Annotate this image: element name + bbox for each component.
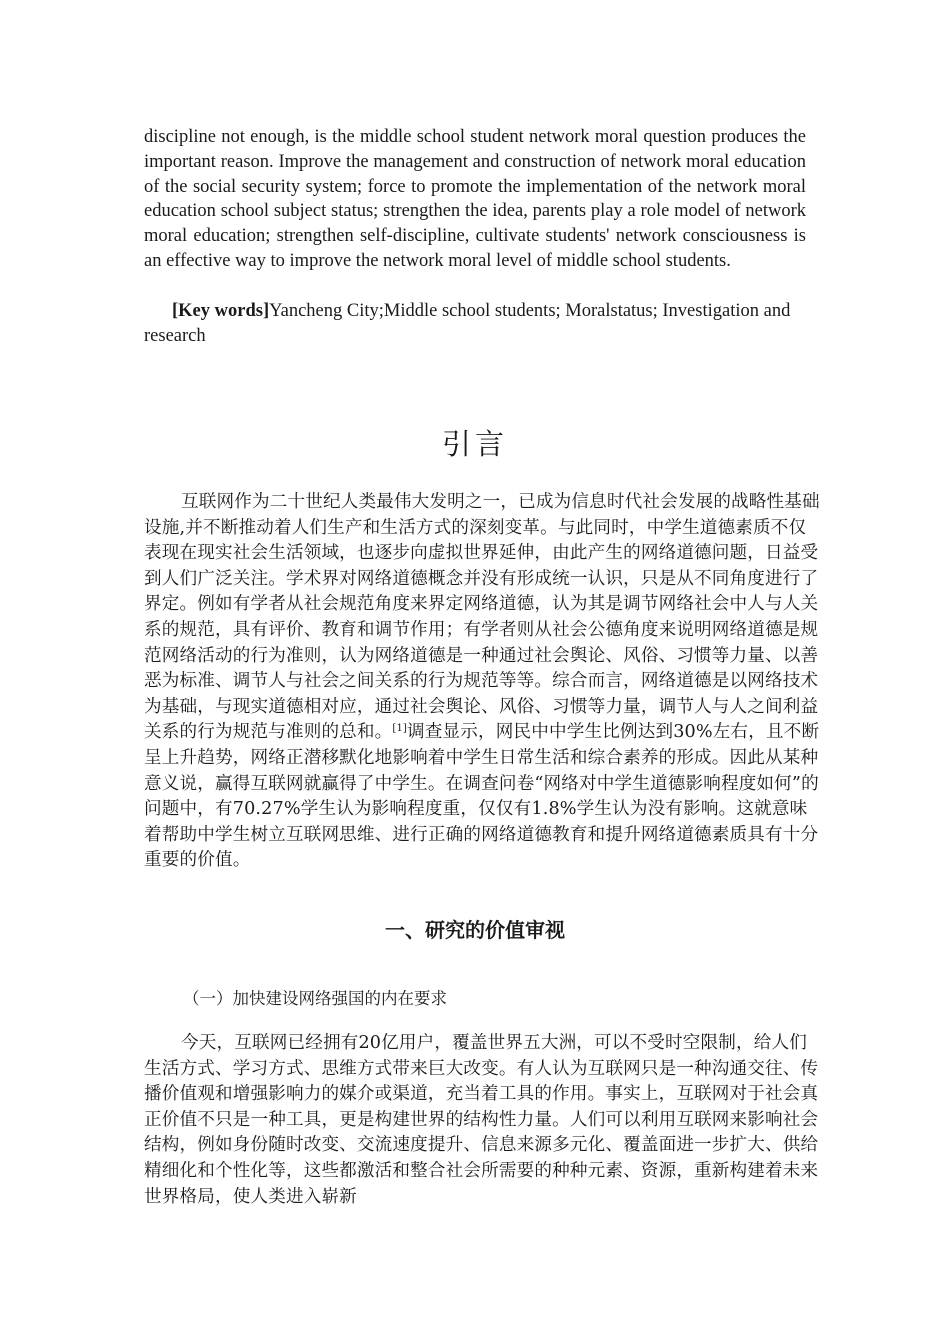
reference-marker: [1] (392, 723, 408, 735)
introduction-title: 引言 (441, 427, 508, 461)
english-abstract-paragraph: discipline not enough, is the middle school student network moral question produces the important reason. Improve the management and construction of network moral education of the social security system; force to promote the implementation of the network moral education school subject status; strengthen the idea, parents play a role model of network moral education; strengthen self-discipline, cultivate students' network consciousness is an effective way to improve the network moral level of middle school students. (144, 127, 806, 271)
section-paragraph: 今天，互联网已经拥有20亿用户，覆盖世界五大洲，可以不受时空限制，给人们生活方式、学习方式、思维方式带来巨大改变。有人认为互联网只是一种沟通交往、传播价值观和增强影响力的媒介或渠道，充当着工具的作用。事实上，互联网对于社会真正价值不只是一种工具，更是构建世界的结构性力量。人们可以利用互联网来影响社会结构，例如身份随时改变、交流速度提升、信息来源多元化、覆盖面进一步扩大、供给精细化和个性化等，这些都激活和整合社会所需要的种种元素、资源，重新构建着未来世界格局，使人类进入崭新 (144, 1033, 819, 1207)
introduction-text-part1: 互联网作为二十世纪人类最伟大发明之一，已成为信息时代社会发展的战略性基础设施,并不断推动着人们生产和生活方式的深刻变革。与此同时，中学生道德素质不仅表现在现实社会生活领域，也逐步向虚拟世界延伸，由此产生的网络道德问题，日益受到人们广泛关注。学术界对网络道德概念并没有形成统一认识，只是从不同角度进行了界定。例如有学者从社会规范角度来界定网络道德，认为其是调节网络社会中人与人关系的规范，具有评价、教育和调节作用；有学者则从社会公德角度来说明网络道德是规范网络活动的行为准则，认为网络道德是一种通过社会舆论、风俗、习惯等力量、以善恶为标准、调节人与社会之间关系的行为规范等等。综合而言，网络道德是以网络技术为基础，与现实道德相对应，通过社会舆论、风俗、习惯等力量，调节人与人之间利益关系的行为规范与准则的总和。 (144, 492, 820, 743)
keywords-label: [Key words] (172, 301, 270, 321)
introduction-text-part2: 调查显示，网民中中学生比例达到30%左右，且不断呈上升趋势，网络正潜移默化地影响着中学生日常生活和综合素养的形成。因此从某种意义说，赢得互联网就赢得了中学生。在调查问卷“网络对中学生道德影响程度如何”的问题中，有70.27%学生认为影响程度重，仅仅有1.8%学生认为没有影响。这就意味着帮助中学生树立互联网思维、进行正确的网络道德教育和提升网络道德素质具有十分重要的价值。 (144, 722, 820, 871)
introduction-paragraph (144, 490, 820, 874)
keywords-line (144, 299, 806, 349)
section-heading: 一、研究的价值审视 (385, 918, 565, 942)
subsection-heading: （一）加快建设网络强国的内在要求 (183, 989, 447, 1008)
keywords-text: Yancheng City;Middle school students; Moralstatus; Investigation and research (144, 301, 791, 346)
